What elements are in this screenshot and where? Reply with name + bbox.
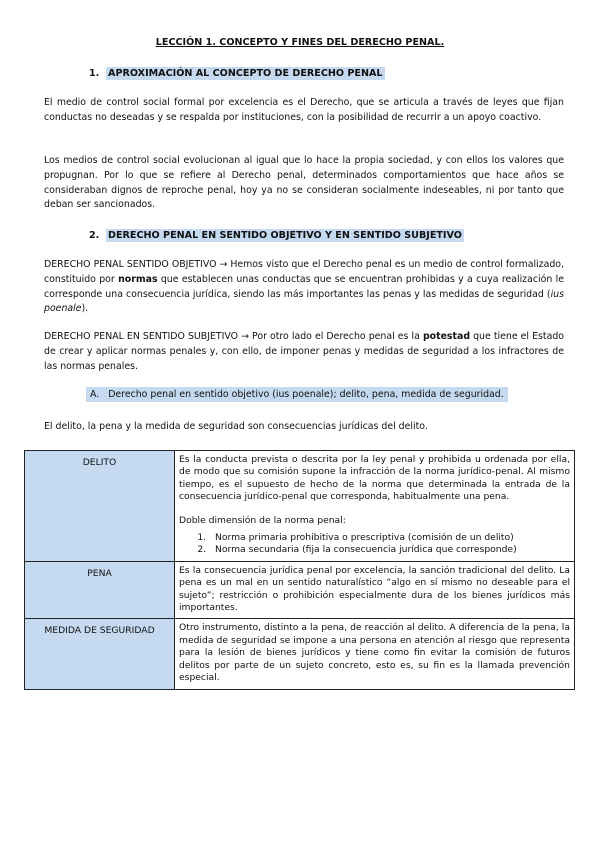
section-1-paragraph-1: El medio de control social formal por excelencia es el Derecho, que se articula a través de leyes que fijan conductas no deseadas y se respalda por instituciones, con la posibilidad de recurrir a un apoyo coactivo. [44, 97, 564, 123]
section-2-title: DERECHO PENAL EN SENTIDO OBJETIVO Y EN SENTIDO SUBJETIVO [108, 230, 462, 241]
term-pena: PENA [25, 561, 175, 619]
dimension-intro: Doble dimensión de la norma penal: [179, 514, 346, 526]
potestad-bold: potestad [422, 331, 471, 342]
subjective-sense-paragraph: DERECHO PENAL EN SENTIDO SUBJETIVO → Por otro lado el Derecho penal es la potestad que tiene el Estado de crear y aplicar normas penales y, con ello, de imponer penas y medidas de seguridad a los infractores de las normas penales. [44, 331, 565, 372]
list-item: 1. Norma primaria prohibitiva o prescriptiva (comisión de un delito) [209, 532, 570, 544]
objective-sense-paragraph: DERECHO PENAL SENTIDO OBJETIVO → Hemos visto que el Derecho penal es un medio de control formalizado, constituido por normas que establecen unas conductas que se encuentran prohibidas y a cuya realización le corresponde una consecuencia jurídica, siendo las más importantes las penas y las medidas de seguridad (ius poenale). [44, 259, 564, 315]
subsection-a-title: Derecho penal en sentido objetivo (ius poenale); delito, pena, medida de seguridad. [108, 389, 504, 400]
delito-text: Es la conducta prevista o descrita por la ley penal y prohibida u ordenada por ella, de modo que su comisión supone la infracción de la norma jurídico-penal. Al mismo tiempo, es el supuesto de hecho de la norma que determinada la entrada de la consecuencia jurídico-penal que corresponda, habitualmente una pena. [179, 454, 570, 503]
dimension-list [179, 532, 570, 557]
table-row [25, 561, 575, 619]
section-1-number: 1. [89, 68, 100, 79]
section-2-heading [89, 230, 464, 241]
list-item: 2. Norma secundaria (fija la consecuencia jurídica que corresponde) [209, 544, 570, 556]
section-1-heading [89, 68, 385, 79]
definitions-table [24, 450, 575, 690]
table-row [25, 451, 575, 562]
consequences-intro: El delito, la pena y la medida de seguridad son consecuencias jurídicas del delito. [44, 421, 428, 432]
lesson-title: LECCIÓN 1. CONCEPTO Y FINES DEL DERECHO PENAL. [155, 37, 445, 48]
term-medida-de-seguridad: MEDIDA DE SEGURIDAD [25, 619, 175, 689]
table-row [25, 619, 575, 689]
pena-text: Es la consecuencia jurídica penal por excelencia, la sanción tradicional del delito. La pena es un mal en un sentido naturalístico “algo en sí mismo no deseable para el sujeto”; restricción o prohibición especialmente dura de los bienes jurídicos más importantes. [179, 564, 570, 614]
section-1-title: APROXIMACIÓN AL CONCEPTO DE DERECHO PENAL [108, 68, 383, 79]
objective-sense-term: DERECHO PENAL SENTIDO OBJETIVO [44, 259, 217, 270]
medida-text: Otro instrumento, distinto a la pena, de reacción al delito. A diferencia de la pena, la medida de seguridad se impone a una persona en atención al riesgo que representa para la lesión de bienes jurídicos y tiene como fin evitar la comisión de futuros delitos por parte de un sujeto concreto, esto es, su fin es la llamada prevención especial. [179, 622, 570, 684]
definition-pena [175, 561, 575, 619]
subsection-a-heading [86, 389, 508, 400]
term-delito: DELITO [25, 451, 175, 562]
definition-medida-de-seguridad [175, 619, 575, 689]
normas-bold: normas [118, 273, 158, 285]
section-2-number: 2. [89, 230, 100, 241]
subsection-a-letter: A. [90, 389, 100, 400]
definition-delito [175, 451, 575, 562]
ius-poenale-italic: ius poenale [44, 288, 564, 315]
subjective-sense-term: DERECHO PENAL EN SENTIDO SUBJETIVO [44, 331, 239, 342]
section-1-paragraph-2: Los medios de control social evolucionan al igual que lo hace la propia sociedad, y con ellos los valores que propugnan. Por lo que se refiere al Derecho penal, determinados comportamientos que hace años se consideraban dignos de reproche penal, hoy ya no se consideran socialmente indeseables, ni por tanto que deban ser sancionados. [44, 155, 564, 211]
